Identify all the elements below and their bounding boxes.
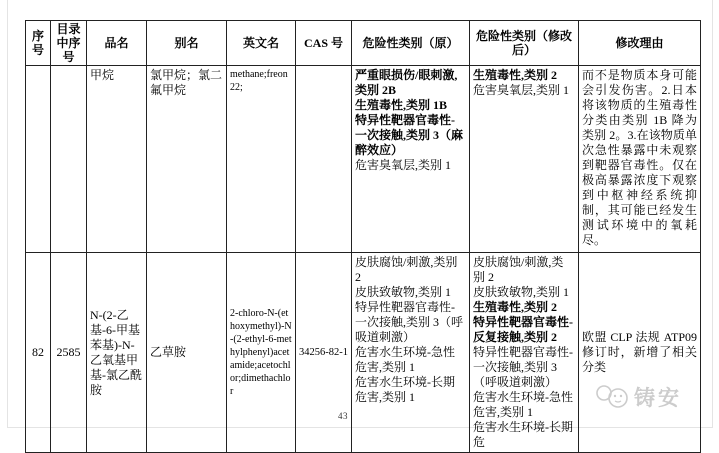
cell-reason: 欧盟 CLP 法规 ATP09 修订时，新增了相关分类 [579,253,701,453]
hazard-item: 危害水生环境-急性危害,类别 1 [473,390,573,419]
header-hazard-original: 危险性类别（原） [352,21,470,66]
hazard-item: 危害臭氧层,类别 1 [473,83,570,97]
hazard-item: 特异性靶器官毒性-一次接触,类别 3（呼吸道刺激） [473,345,573,389]
hazard-item: 皮肤致敏物,类别 1 [473,285,570,299]
hazard-item: 危害水生环境-急性危害,类别 1 [355,345,455,374]
cell-product-name: N-(2-乙基-6-甲基苯基)-N-乙氧基甲基-氯乙酰胺 [87,253,147,453]
zhuan-logo-icon [595,384,631,410]
cell-alias: 氯甲烷；氯二氟甲烷 [147,66,227,253]
header-product-name: 品名 [87,21,147,66]
header-english-name: 英文名 [227,21,296,66]
cell-serial [26,66,51,253]
cell-product-name: 甲烷 [87,66,147,253]
table-row [26,66,701,253]
cell-hazard-revised [470,66,579,253]
cell-cas-number: 34256-82-1 [296,253,352,453]
header-reason: 修改理由 [579,21,701,66]
header-catalog-no: 目录中序号 [51,21,87,66]
hazard-item: 皮肤腐蚀/刺激,类别 2 [355,255,458,284]
header-alias: 别名 [147,21,227,66]
hazard-item: 危害水生环境-长期危害,类别 1 [355,375,455,404]
hazard-item: 特异性靶器官毒性-一次接触,类别 3（呼吸道刺激） [355,300,464,344]
header-serial: 序号 [26,21,51,66]
header-cas-number: CAS 号 [296,21,352,66]
table-row [26,253,701,453]
cell-hazard-revised [470,253,579,453]
page-number: 43 [338,411,348,421]
cell-hazard-original [352,66,470,253]
hazard-item: 危害水生环境-长期危 [473,420,573,449]
hazard-item: 生殖毒性,类别 2 [473,68,558,82]
cell-reason: 而不是物质本身可能会引发伤害。2.日本将该物质的生殖毒性分类由类别 1B 降为类别 2。3.在该物质单次急性暴露中未观察到靶器官毒性。仅在极高暴露浓度下观察到中枢神经系统抑制，其可能已经发生测试环境中的氧耗尽。 [579,66,701,253]
hazard-item: 特异性靶器官毒性-反复接触,类别 2 [473,315,573,344]
hazard-item: 危害臭氧层,类别 1 [355,158,452,172]
cell-english-name: 2-chloro-N-(ethoxymethyl)-N-(2-ethyl-6-methylphenyl)acetamide;acetochlor;dimethachlor [227,253,296,453]
hazard-item: 生殖毒性,类别 1B [355,98,448,112]
hazard-item: 皮肤腐蚀/刺激,类别 2 [473,255,564,284]
cell-hazard-original [352,253,470,453]
hazard-item: 生殖毒性,类别 2 [473,300,558,314]
hazard-item: 特异性靶器官毒性-一次接触,类别 3（麻醉效应） [355,113,464,157]
cell-alias: 乙草胺 [147,253,227,453]
watermark [592,381,685,413]
hazard-item: 皮肤致敏物,类别 1 [355,285,452,299]
table-header-row [26,21,701,66]
hazard-item: 严重眼损伤/眼刺激,类别 2B [355,68,458,97]
cell-english-name: methane;freon 22; [227,66,296,253]
cell-catalog-no [51,66,87,253]
cell-cas-number [296,66,352,253]
cell-serial: 82 [26,253,51,453]
cell-catalog-no: 2585 [51,253,87,453]
watermark-text: 铸安 [634,386,682,410]
header-hazard-revised: 危险性类别（修改后） [470,21,579,66]
